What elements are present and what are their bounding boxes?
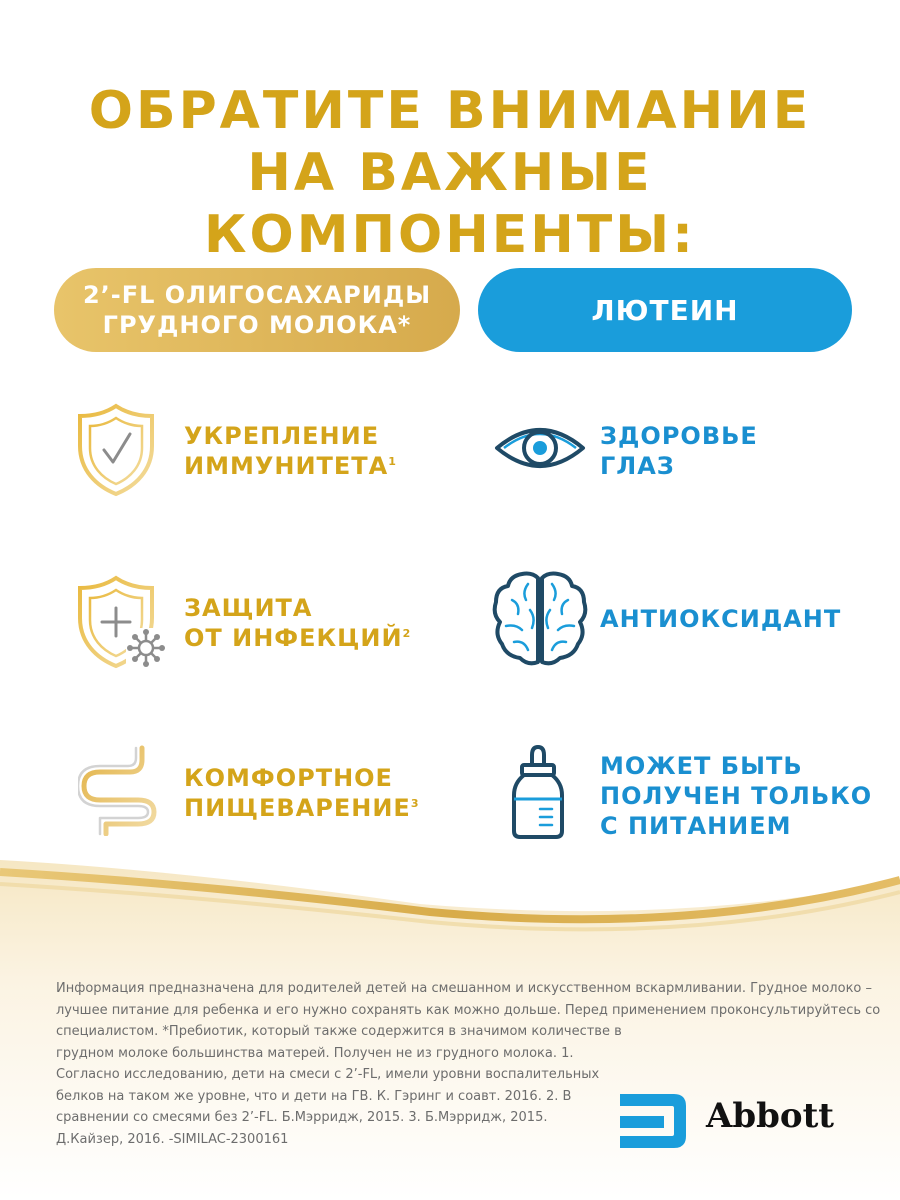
feature-digestion-line-2: ПИЩЕВАРЕНИЕ bbox=[184, 794, 411, 822]
pill-2fl-oligosaccharides bbox=[54, 268, 460, 352]
feature-digestion bbox=[184, 763, 418, 823]
feature-nutrition-line-3: С ПИТАНИЕМ bbox=[600, 812, 792, 840]
abbott-logo-text: Abbott bbox=[706, 1096, 835, 1136]
feature-immunity bbox=[184, 421, 396, 481]
brain-icon bbox=[492, 570, 588, 668]
pill-2fl-line-2: ГРУДНОГО МОЛОКА* bbox=[102, 311, 412, 339]
intestine-icon bbox=[78, 744, 164, 836]
baby-bottle-icon bbox=[510, 745, 566, 839]
feature-nutrition-line-1: МОЖЕТ БЫТЬ bbox=[600, 752, 803, 780]
footnote-3: 3 bbox=[410, 797, 419, 810]
feature-infection-line-1: ЗАЩИТА bbox=[184, 594, 313, 622]
disclaimer-line: грудном молоке большинства матерей. Получен не из грудного молока. 1. bbox=[56, 1045, 574, 1061]
disclaimer-line: специалистом. *Пребиотик, который также содержится в значимом количестве в bbox=[56, 1024, 622, 1039]
disclaimer-line: лучшее питание для ребенка и его нужно сохранять как можно дольше. Перед применением проконсультируйтесь со bbox=[56, 1002, 881, 1018]
disclaimer-line: сравнении со смесями без 2’-FL. Б.Мэрридж, 2015. 3. Б.Мэрридж, 2015. bbox=[56, 1110, 548, 1125]
page-title-line-1: ОБРАТИТЕ ВНИМАНИЕ bbox=[88, 81, 812, 141]
feature-infection-line-2: ОТ ИНФЕКЦИЙ bbox=[184, 624, 403, 652]
page-title-line-2: НА ВАЖНЫЕ КОМПОНЕНТЫ: bbox=[204, 143, 696, 265]
feature-immunity-line-1: УКРЕПЛЕНИЕ bbox=[184, 422, 380, 450]
disclaimer-line: белков на таком же уровне, что и дети на ГВ. К. Гэринг и соавт. 2016. 2. В bbox=[56, 1088, 572, 1104]
feature-nutrition-line-2: ПОЛУЧЕН ТОЛЬКО bbox=[600, 782, 873, 810]
abbott-logo-icon bbox=[614, 1090, 690, 1152]
page-title bbox=[0, 80, 900, 266]
pill-lutein-label: ЛЮТЕИН bbox=[591, 293, 739, 327]
feature-antioxidant-line-1: АНТИОКСИДАНТ bbox=[600, 605, 842, 633]
pill-lutein bbox=[478, 268, 852, 352]
feature-digestion-line-1: КОМФОРТНОЕ bbox=[184, 764, 393, 792]
disclaimer-line: Д.Кайзер, 2016. -SIMILAC-2300161 bbox=[56, 1131, 289, 1147]
feature-eye-health bbox=[600, 421, 758, 481]
footnote-1: 1 bbox=[388, 455, 396, 468]
pill-2fl-line-1: 2’-FL ОЛИГОСАХАРИДЫ bbox=[82, 281, 432, 309]
feature-eye-line-1: ЗДОРОВЬЕ bbox=[600, 422, 758, 450]
eye-icon bbox=[494, 420, 586, 476]
abbott-logo bbox=[614, 1090, 854, 1152]
disclaimer-line: Согласно исследованию, дети на смеси с 2’-FL, имели уровни воспалительных bbox=[56, 1067, 600, 1082]
shield-check-icon bbox=[76, 402, 156, 498]
shield-plus-virus-icon bbox=[76, 574, 168, 670]
feature-antioxidant bbox=[600, 604, 841, 634]
feature-only-with-nutrition bbox=[600, 751, 872, 841]
feature-infection-protection bbox=[184, 593, 410, 653]
feature-eye-line-2: ГЛАЗ bbox=[600, 452, 675, 480]
disclaimer-line: Информация предназначена для родителей детей на смешанном и искусственном вскармливании. Грудное молоко – bbox=[56, 981, 873, 996]
footnote-2: 2 bbox=[402, 627, 411, 640]
feature-immunity-line-2: ИММУНИТЕТА bbox=[184, 452, 389, 480]
